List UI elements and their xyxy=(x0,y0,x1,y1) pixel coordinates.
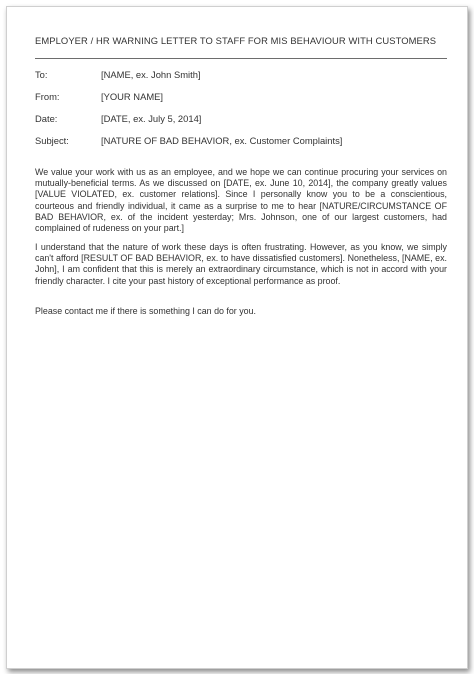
field-value-date: [DATE, ex. July 5, 2014] xyxy=(101,113,202,124)
field-label-to: To: xyxy=(35,69,48,80)
letter-title: EMPLOYER / HR WARNING LETTER TO STAFF FOR MIS BEHAVIOUR WITH CUSTOMERS xyxy=(35,35,437,46)
field-value-from: [YOUR NAME] xyxy=(101,91,163,102)
field-label-subject: Subject: xyxy=(35,135,69,146)
field-value-subject: [NATURE OF BAD BEHAVIOR, ex. Customer Complaints] xyxy=(101,135,343,146)
letter-body xyxy=(35,35,447,316)
paragraph-1: We value your work with us as an employee, and we hope we can continue procuring your services on mutually-beneficial terms. As we discussed on [DATE, ex. June 10, 2014], the company greatly values [VALUE VIOLATED, ex. customer relations]. Since I personally know you to be a conscientious, courteous and friendly individual, it came as a surprise to me to hear [NATURE/CIRCUMSTANCE OF BAD BEHAVIOR, ex. of the incident yesterday; Mrs. Johnson, one of our largest customers, had complained of rudeness on your part.] xyxy=(35,167,447,234)
paragraph-2: I understand that the nature of work these days is often frustrating. However, as you know, we simply can't afford [RESULT OF BAD BEHAVIOR, ex. to have dissatisfied customers]. Nonetheless, [NAME, ex. John], I am confident that this is merely an extraordinary circumstance, which is not in accord with your friendly character. I cite your past history of exceptional performance as proof. xyxy=(35,242,447,286)
paragraph-3: Please contact me if there is something I can do for you. xyxy=(35,306,257,316)
field-value-to: [NAME, ex. John Smith] xyxy=(101,69,201,80)
field-label-date: Date: xyxy=(35,113,58,124)
title-divider xyxy=(35,58,447,59)
field-label-from: From: xyxy=(35,91,60,102)
letter-page xyxy=(6,6,468,669)
